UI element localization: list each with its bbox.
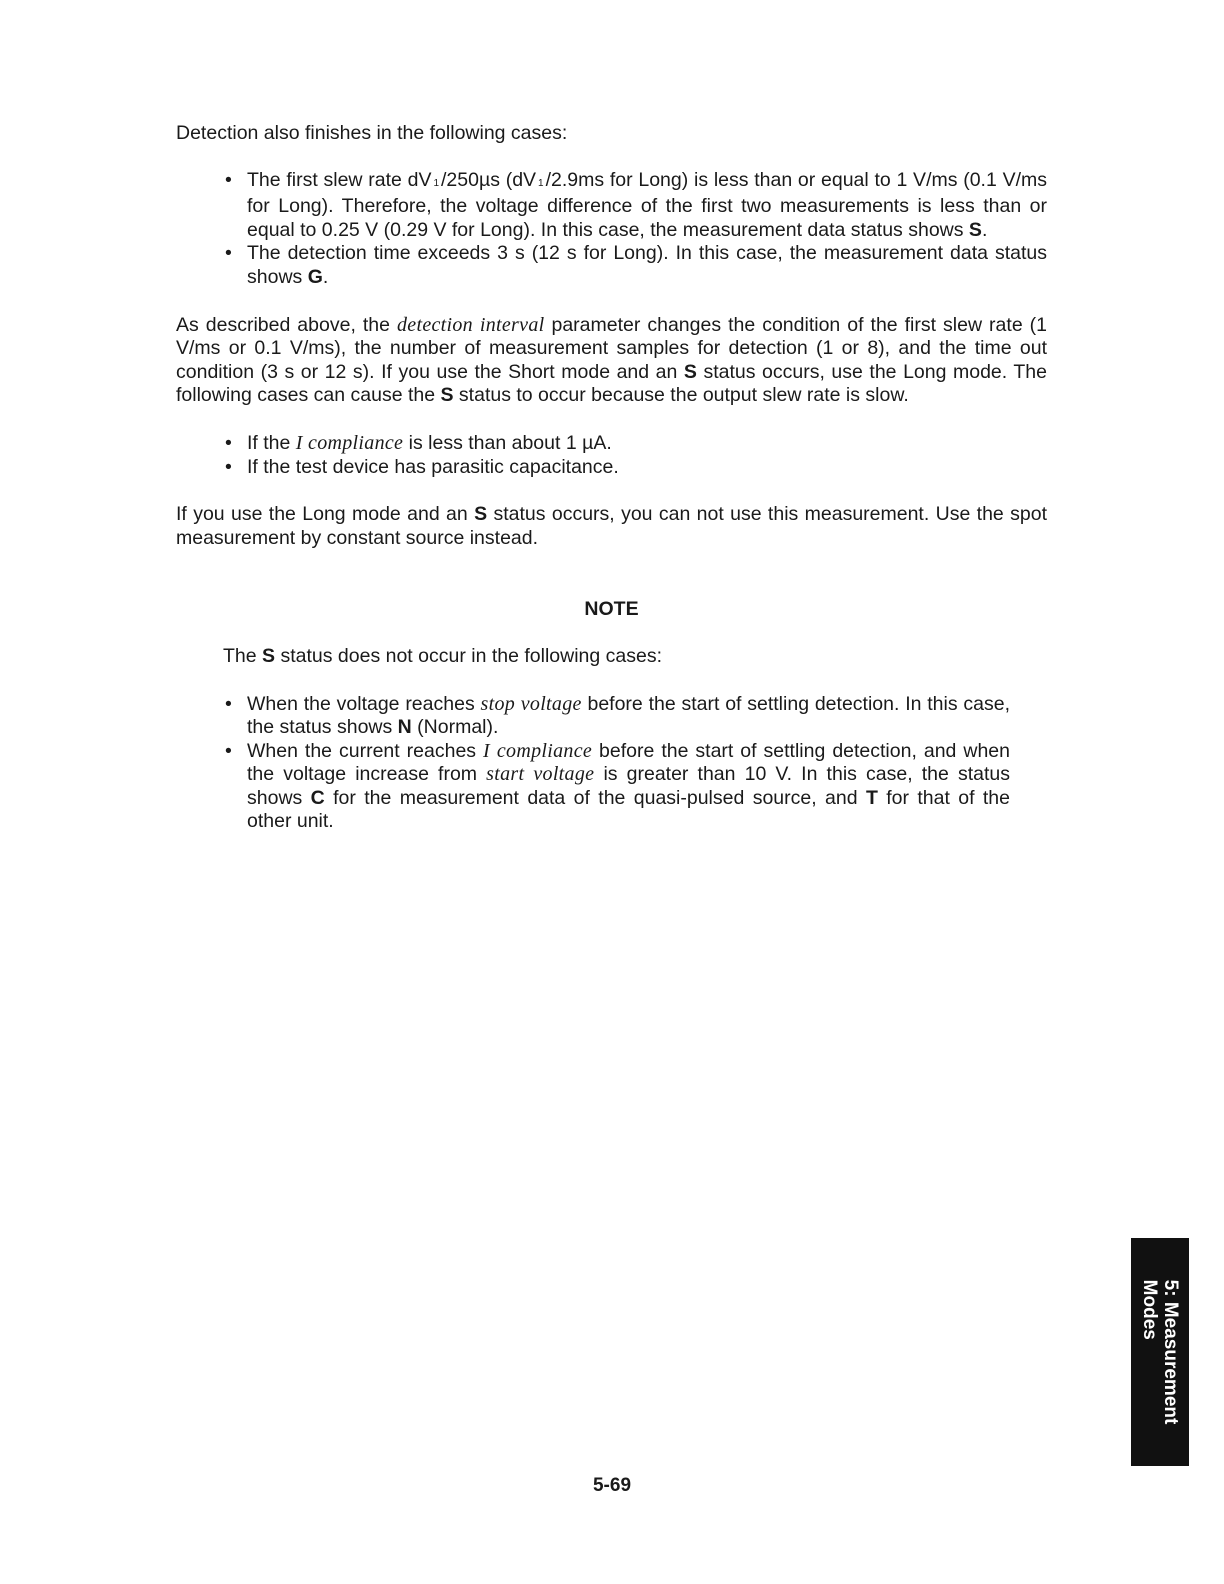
bullet-icon: • [225, 692, 232, 715]
bullet-icon: • [225, 431, 232, 454]
list-item: • When the voltage reaches stop voltage before the start of settling detection. In this case, the status shows N (Normal). [225, 692, 1010, 739]
bullet-icon: • [225, 455, 232, 478]
bullet-icon: • [225, 739, 232, 762]
page-number: 5-69 [592, 1475, 632, 1496]
list-item: • If the test device has parasitic capacitance. [225, 455, 619, 478]
finish-cases-list [176, 169, 1047, 290]
list-item: • The detection time exceeds 3 s (12 s for Long). In this case, the measurement data status shows G. [225, 242, 1047, 288]
chapter-tab-label: 5: Measurement Modes [1139, 1279, 1181, 1425]
note-intro: The S status does not occur in the following cases: [223, 644, 663, 667]
detection-interval-paragraph: As described above, the detection interval parameter changes the condition of the first slew rate (1 V/ms or 0.1 V/ms), the number of measurement samples for detection (1 or 8), and the time out condition (3 s or 12 s). If you use the Short mode and an S status occurs, use the Long mode. The following cases can cause the S status to occur because the output slew rate is slow. [176, 313, 1047, 407]
intro-paragraph: Detection also finishes in the following cases: [176, 122, 568, 144]
bullet-icon: • [225, 168, 232, 191]
note-heading: NOTE [584, 598, 639, 621]
slow-slew-cases-list [176, 432, 1047, 479]
long-mode-paragraph: If you use the Long mode and an S status occurs, you can not use this measurement. Use the spot measurement by constant source instead. [176, 503, 1047, 549]
note-list [176, 693, 1010, 835]
page-body [176, 122, 1047, 834]
list-item: • The first slew rate dV 1 /250µs (dV 1 /2.9ms for Long) is less than or equal to 1 V/ms (0.1 V/ms for Long). Therefore, the voltage difference of the first two measurements is less than or equal to 0.25 V (0.29 V for Long). In this case, the measurement data status shows S. [225, 168, 1047, 241]
bullet-icon: • [225, 242, 232, 265]
list-item: • When the current reaches I compliance before the start of settling detection, and when the voltage increase from start voltage is greater than 10 V. In this case, the status shows C for the measurement data of the quasi-pulsed source, and T for that of the other unit. [225, 739, 1010, 833]
chapter-tab [1131, 1238, 1189, 1466]
list-item: • If the I compliance is less than about 1 µA. [225, 431, 612, 454]
